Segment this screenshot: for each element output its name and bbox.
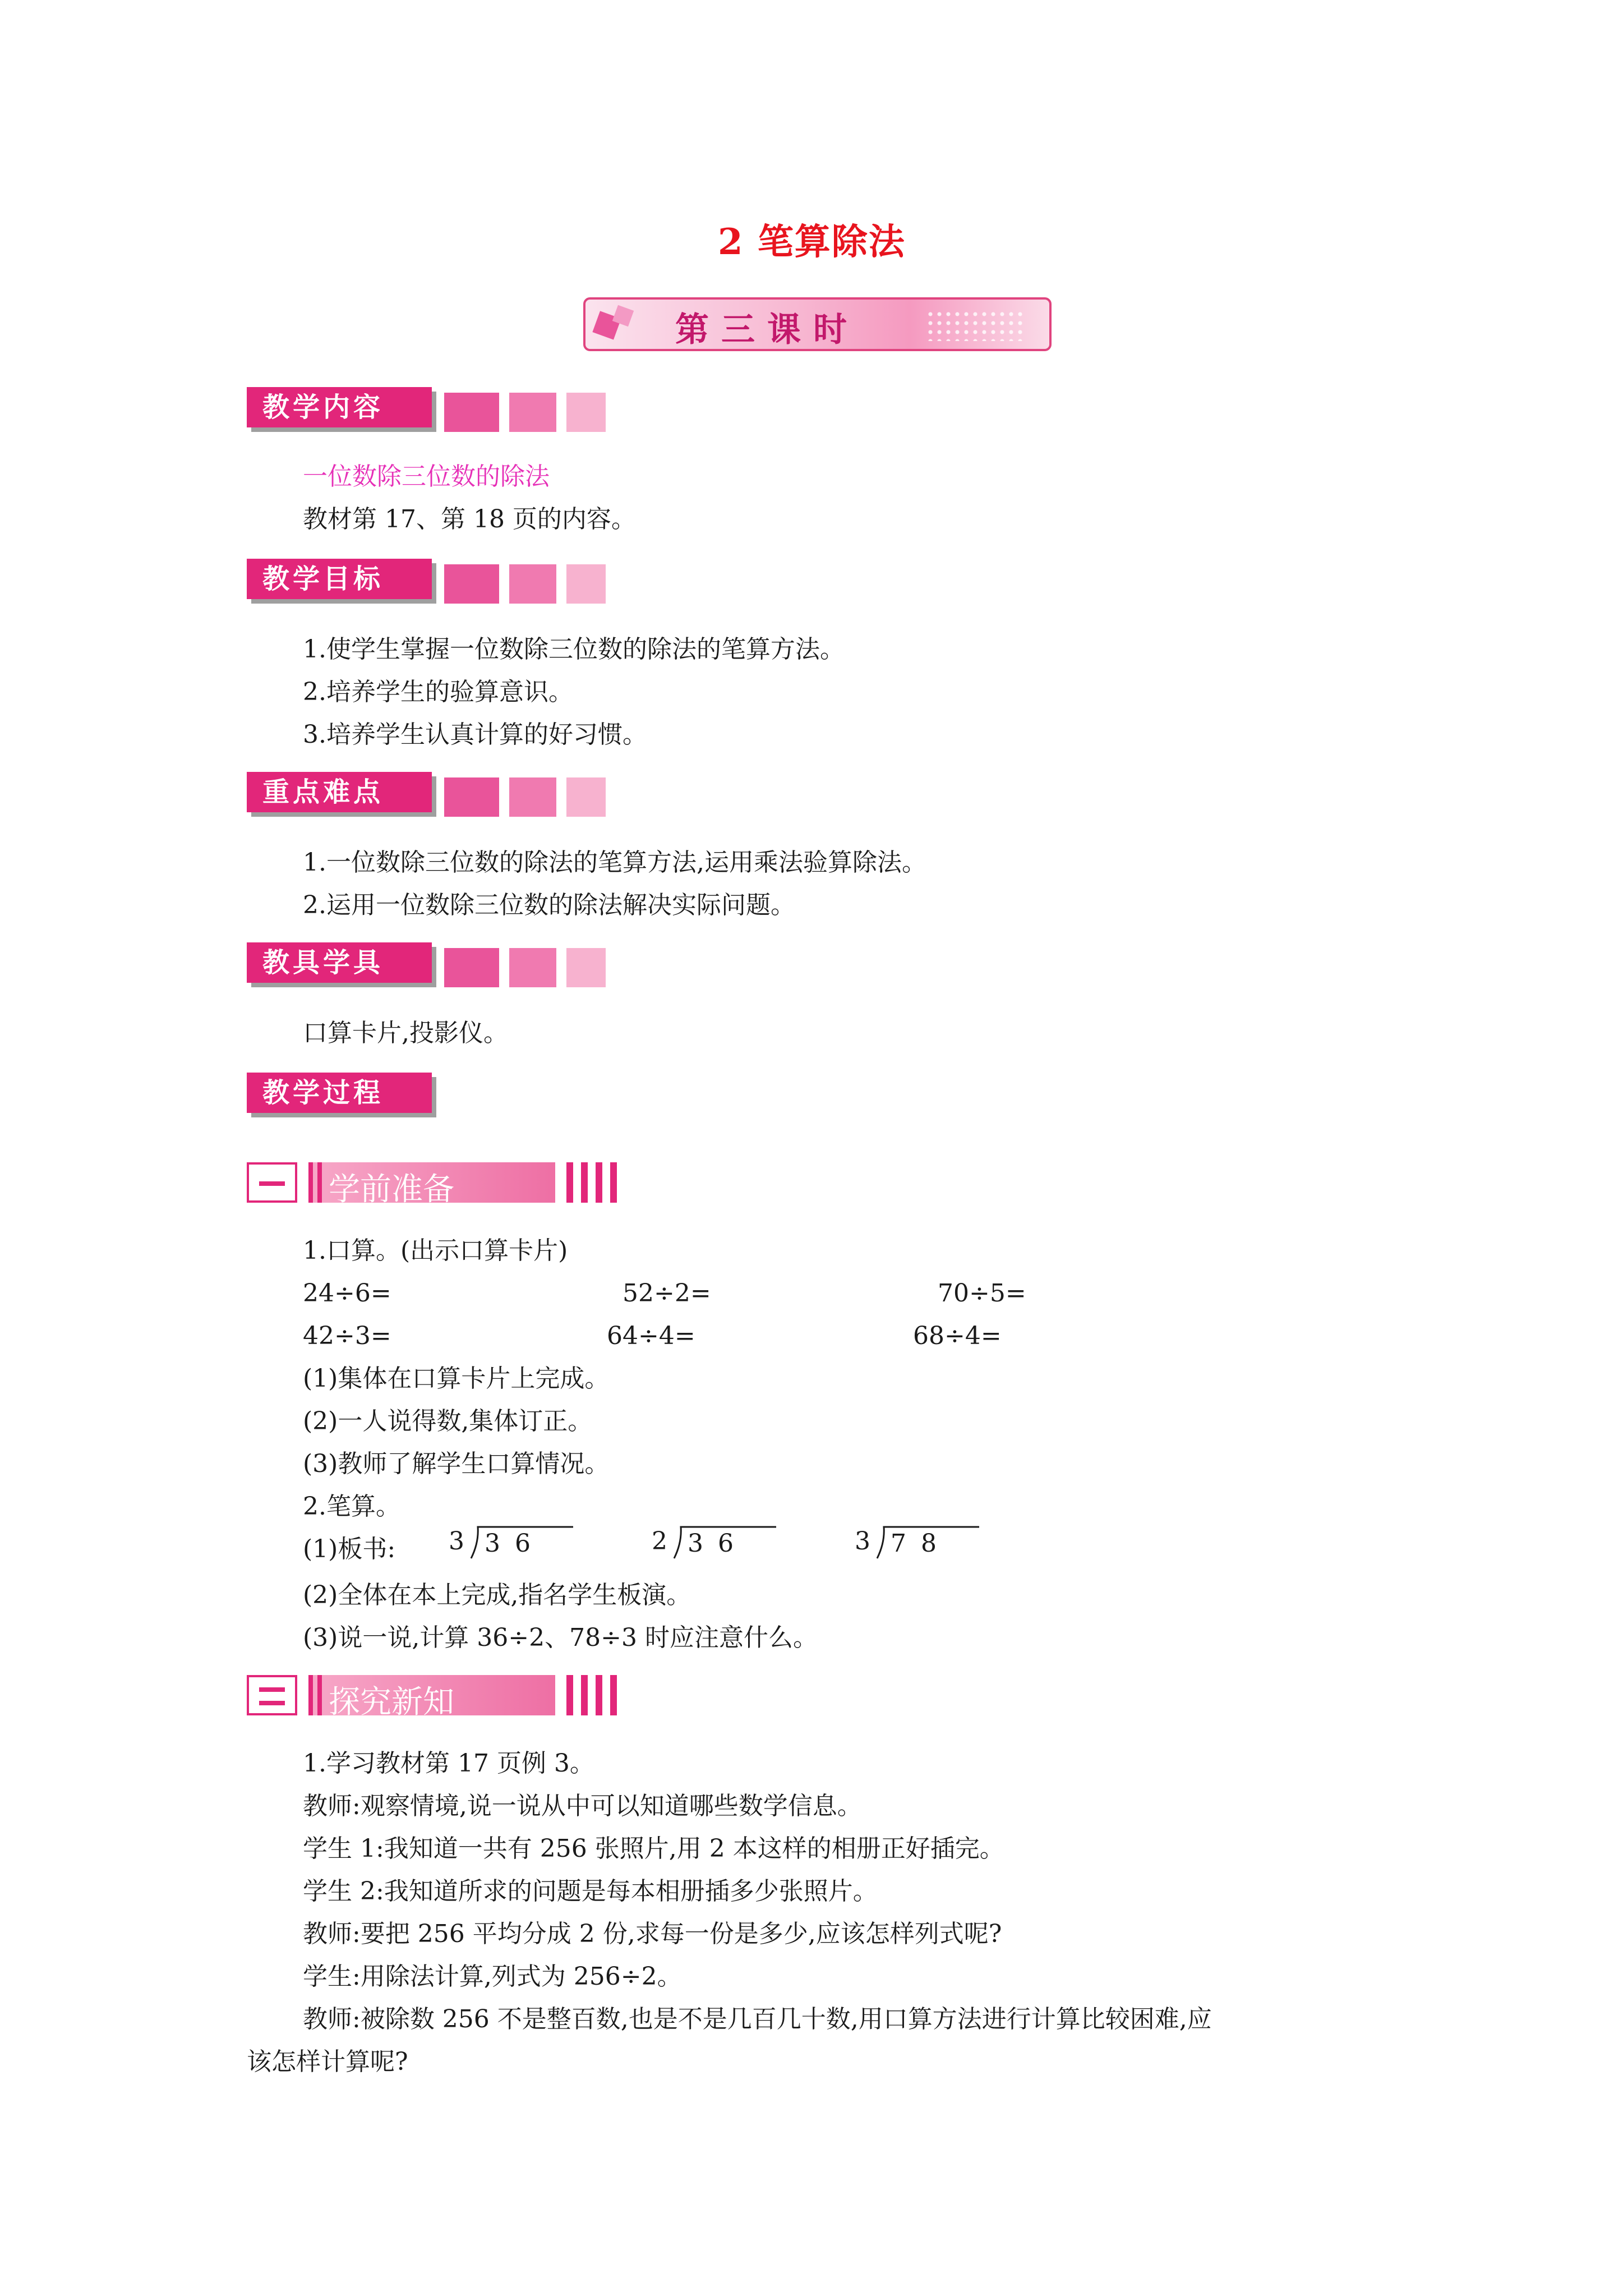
- oral-step-a: (1)集体在口算卡片上完成。: [303, 1364, 610, 1393]
- header-square-decoration: [566, 393, 606, 432]
- page-title: 2 笔算除法: [718, 221, 906, 263]
- key-point-item: 2.运用一位数除三位数的除法解决实际问题。: [303, 891, 795, 919]
- oral-step-b: (2)一人说得数,集体订正。: [303, 1407, 593, 1435]
- explore-line: 该怎样计算呢?: [247, 2047, 408, 2076]
- dividend: 36: [485, 1529, 545, 1558]
- explore-line: 1.学习教材第 17 页例 3。: [303, 1749, 594, 1778]
- content-pages: 教材第 17、第 18 页的内容。: [303, 505, 636, 533]
- oral-problem: 24÷6=: [303, 1279, 391, 1308]
- step-two-label-bar: [308, 1675, 555, 1720]
- header-square-decoration: [444, 948, 499, 987]
- step-one-label-bar: [308, 1162, 555, 1208]
- explore-line: 学生 2:我知道所求的问题是每本相册插多少张照片。: [303, 1877, 878, 1906]
- lesson-banner-label: 第三课时: [675, 310, 859, 349]
- written-step-b: (2)全体在本上完成,指名学生板演。: [303, 1581, 691, 1609]
- oral-problem: 68÷4=: [913, 1322, 1002, 1350]
- lesson-banner: [583, 297, 1052, 351]
- oral-problem: 64÷4=: [607, 1322, 695, 1350]
- step-label: 探究新知: [329, 1684, 454, 1720]
- divisor: 2: [652, 1527, 667, 1556]
- section-label: 教学过程: [247, 1073, 432, 1113]
- tools-text: 口算卡片,投影仪。: [303, 1019, 508, 1047]
- oral-problem: 52÷2=: [623, 1279, 711, 1308]
- dividend: 36: [688, 1529, 748, 1558]
- section-label: 教学目标: [247, 559, 432, 599]
- section-header-tools: [247, 942, 617, 988]
- header-square-decoration: [566, 564, 606, 604]
- written-step-c: (3)说一说,计算 36÷2、78÷3 时应注意什么。: [303, 1623, 818, 1652]
- header-square-decoration: [509, 777, 556, 817]
- explore-line: 教师:观察情境,说一说从中可以知道哪些数学信息。: [303, 1792, 862, 1820]
- step-one-bar: [247, 1162, 623, 1208]
- goal-item: 3.培养学生认真计算的好习惯。: [303, 720, 647, 749]
- divisor: 3: [449, 1527, 464, 1556]
- written-calc-title: 2.笔算。: [303, 1492, 400, 1521]
- step-two-bar: [247, 1675, 623, 1720]
- header-square-decoration: [509, 393, 556, 432]
- header-square-decoration: [509, 564, 556, 604]
- banner-dots-decoration: [926, 310, 1027, 341]
- step-label: 学前准备: [329, 1171, 454, 1208]
- section-label: 重点难点: [247, 772, 432, 812]
- section-header-content: [247, 387, 617, 433]
- explore-line: 学生:用除法计算,列式为 256÷2。: [303, 1962, 682, 1991]
- oral-calc-title: 1.口算。(出示口算卡片): [303, 1236, 568, 1265]
- dividend: 78: [891, 1529, 951, 1558]
- step-number-one: [247, 1162, 297, 1203]
- oral-problem: 70÷5=: [938, 1279, 1026, 1308]
- section-label: 教学内容: [247, 387, 432, 427]
- divisor: 3: [855, 1527, 870, 1556]
- header-square-decoration: [509, 948, 556, 987]
- header-square-decoration: [444, 393, 499, 432]
- content-topic: 一位数除三位数的除法: [303, 462, 550, 491]
- oral-step-c: (3)教师了解学生口算情况。: [303, 1450, 610, 1478]
- step-number-two: [247, 1675, 297, 1715]
- goal-item: 2.培养学生的验算意识。: [303, 678, 573, 706]
- goal-item: 1.使学生掌握一位数除三位数的除法的笔算方法。: [303, 635, 845, 664]
- header-square-decoration: [444, 564, 499, 604]
- board-label: (1)板书:: [303, 1535, 396, 1563]
- section-header-process: [247, 1073, 437, 1119]
- header-square-decoration: [566, 948, 606, 987]
- section-header-goals: [247, 559, 617, 605]
- explore-line: 教师:被除数 256 不是整百数,也是不是几百几十数,用口算方法进行计算比较困难,应: [303, 2005, 1212, 2033]
- header-square-decoration: [444, 777, 499, 817]
- header-square-decoration: [566, 777, 606, 817]
- section-label: 教具学具: [247, 942, 432, 983]
- section-header-key-points: [247, 772, 617, 818]
- oral-problem: 42÷3=: [303, 1322, 391, 1350]
- explore-line: 学生 1:我知道一共有 256 张照片,用 2 本这样的相册正好插完。: [303, 1834, 1004, 1863]
- key-point-item: 1.一位数除三位数的除法的笔算方法,运用乘法验算除法。: [303, 848, 926, 877]
- explore-line: 教师:要把 256 平均分成 2 份,求每一份是多少,应该怎样列式呢?: [303, 1920, 1002, 1948]
